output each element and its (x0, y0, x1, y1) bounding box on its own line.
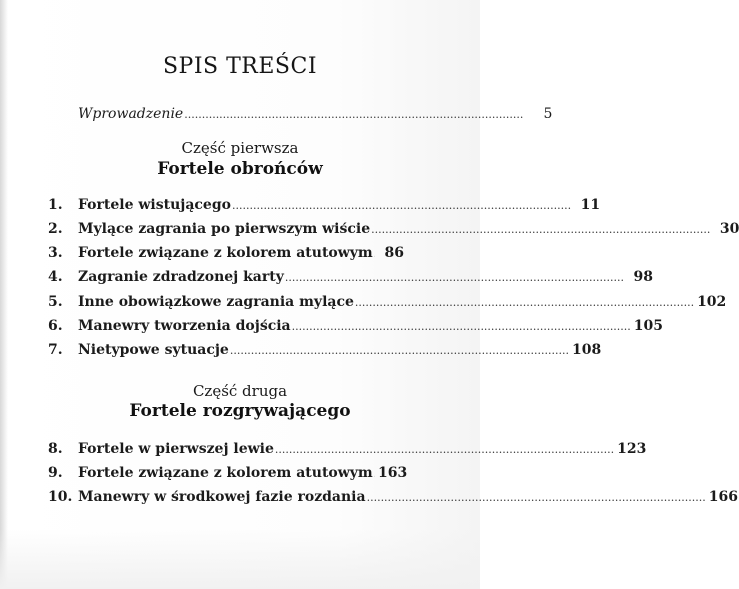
toc-entry-label: Wprowadzenie (78, 106, 184, 122)
page-title: SPIS TREŚCI (162, 54, 318, 79)
toc-entry (48, 342, 602, 362)
toc-entry (48, 245, 404, 265)
page-bottom-shadow (0, 529, 480, 589)
toc-entry-page: 105 (633, 318, 664, 334)
toc-entry (48, 197, 601, 217)
toc-dot-leader: ................................................................................................. (229, 344, 569, 357)
toc-entry-label: Fortele w pierwszej lewie (78, 441, 274, 457)
toc-entry-page: 123 (617, 441, 647, 457)
page-edge-shadow (0, 0, 8, 589)
toc-entry-label: Manewry w środkowej fazie rozdania (78, 489, 366, 505)
toc-dot-leader: ................................................................................................. (184, 108, 524, 121)
part-1-subtitle: Część pierwsza (181, 139, 299, 157)
toc-entry-number: 6. (48, 318, 63, 334)
toc-entry-label: Zagranie zdradzonej karty (78, 269, 284, 285)
toc-entry-number: 4. (48, 269, 63, 285)
toc-entry-label: Inne obowiązkowe zagrania mylące (78, 294, 354, 310)
toc-entry (48, 318, 664, 338)
part-2-title: Fortele rozgrywającego (129, 401, 351, 421)
toc-entry-page: 163 (378, 465, 408, 481)
toc-entry (48, 465, 408, 485)
toc-entry-number: 7. (48, 342, 63, 358)
toc-entry-label: Fortele wistującego (78, 197, 231, 213)
toc-entry-number: 5. (48, 294, 63, 310)
toc-entry-page: 108 (572, 342, 602, 358)
toc-entry-label: Mylące zagrania po pierwszym wiście (78, 221, 371, 237)
toc-entry-page: 98 (633, 269, 654, 285)
toc-entry-intro (78, 106, 553, 126)
toc-entry-page: 166 (708, 489, 738, 505)
toc-entry-page: 86 (384, 245, 404, 261)
toc-entry (48, 489, 738, 509)
part-2-subtitle: Część druga (192, 382, 288, 400)
toc-entry (48, 269, 654, 289)
toc-entry-number: 2. (48, 221, 63, 237)
toc-entry-number: 8. (48, 441, 63, 457)
toc-entry-label: Fortele związane z kolorem atutowym (78, 465, 373, 481)
toc-entry-label: Nietypowe sytuacje (78, 342, 229, 358)
toc-entry-number: 3. (48, 245, 63, 261)
toc-entry-page: 11 (580, 197, 601, 213)
toc-entry-page: 30 (719, 221, 739, 237)
toc-entry-label: Manewry tworzenia dojścia (78, 318, 291, 334)
toc-dot-leader (374, 247, 375, 260)
part-1-title: Fortele obrońców (157, 159, 323, 179)
toc-entry-number: 10. (48, 489, 73, 505)
toc-entry (48, 294, 727, 314)
toc-dot-leader (374, 467, 375, 480)
toc-entry-page: 5 (543, 106, 553, 122)
toc-entry-page: 102 (697, 294, 727, 310)
toc-entry (48, 221, 739, 241)
toc-entry-number: 9. (48, 465, 63, 481)
toc-dot-leader: ................................................................................................. (231, 199, 572, 212)
toc-dot-leader: ................................................................................................. (371, 223, 711, 236)
toc-dot-leader: ................................................................................................. (284, 271, 625, 284)
toc-dot-leader: ................................................................................................. (366, 491, 706, 504)
toc-dot-leader: ................................................................................................. (354, 296, 695, 309)
toc-dot-leader: ................................................................................................. (291, 320, 631, 333)
toc-entry-number: 1. (48, 197, 63, 213)
toc-entry (48, 441, 647, 461)
toc-dot-leader: ................................................................................................. (274, 443, 615, 456)
toc-entry-label: Fortele związane z kolorem atutowym (78, 245, 373, 261)
